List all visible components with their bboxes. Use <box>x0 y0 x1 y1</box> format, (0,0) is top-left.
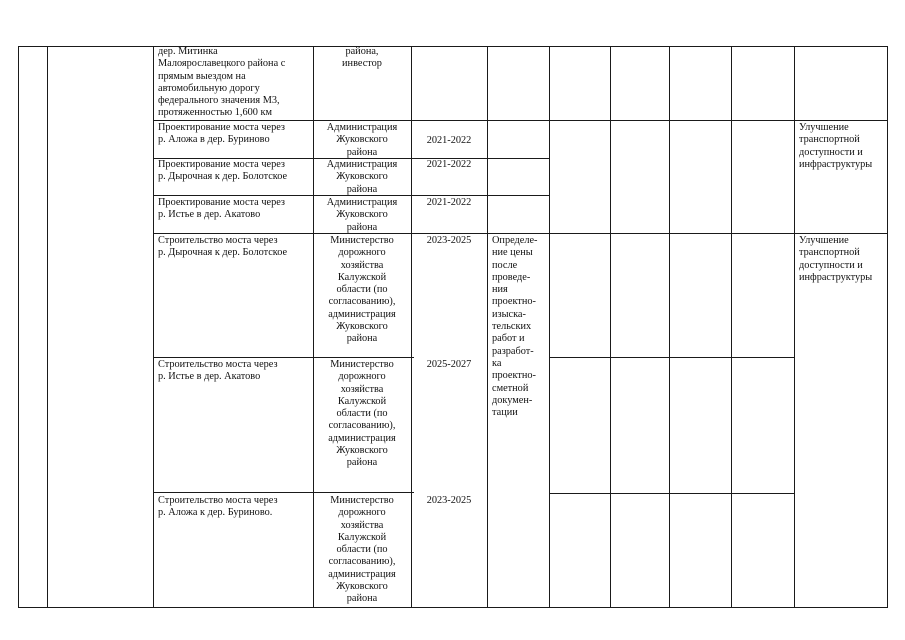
table-right-border <box>887 46 888 608</box>
col-divider <box>610 46 611 608</box>
event-text: дер. Митинка Малоярославецкого района с прямым выездом на автомобильную дорогу федерального значения М3, протяженностью 1,600 км <box>158 46 286 119</box>
period-text: 2025-2027 <box>426 359 472 370</box>
col-divider <box>18 46 19 608</box>
executor-text: Министерство дорожного хозяйства Калужской области (по согласованию), администрация Жуковского района <box>328 359 396 469</box>
period-text: 2021-2022 <box>426 159 472 170</box>
period-text: 2023-2025 <box>426 235 472 246</box>
row-divider <box>153 120 887 121</box>
col-divider <box>794 46 795 608</box>
row-divider <box>153 233 887 234</box>
row-divider <box>153 492 414 493</box>
executor-text: Администрация Жуковского района <box>326 159 398 195</box>
result-text: Улучшение транспортной доступности и инфраструктуры <box>799 235 873 283</box>
period-text: 2021-2022 <box>426 135 472 146</box>
row-divider <box>549 357 795 358</box>
col-divider <box>549 46 550 608</box>
col-divider <box>487 46 488 608</box>
event-text: Проектирование моста через р. Истье в дер. Акатово <box>158 197 285 221</box>
col-divider <box>47 46 48 608</box>
event-text: Строительство моста через р. Истье в дер. Акатово <box>158 359 278 383</box>
event-text: Проектирование моста через р. Дырочная к дер. Болотское <box>158 159 288 183</box>
event-text: Строительство моста через р. Дырочная к дер. Болотское <box>158 235 288 259</box>
executor-text: района, инвестор <box>342 46 382 70</box>
executor-text: Министерство дорожного хозяйства Калужской области (по согласованию), администрация Жуковского района <box>328 235 396 345</box>
event-text: Проектирование моста через р. Аложа в дер. Буриново <box>158 122 285 146</box>
period-text: 2023-2025 <box>426 495 472 506</box>
period-text: 2021-2022 <box>426 197 472 208</box>
executor-text: Министерство дорожного хозяйства Калужской области (по согласованию), администрация Жуковского района <box>328 495 396 605</box>
funding-note-text: Определе- ние цены после проведе- ния проектно- изыска- тельских работ и разработ- ка проектно- сметной докумен- тации <box>492 235 538 419</box>
col-divider <box>669 46 670 608</box>
col-divider <box>411 46 412 608</box>
result-text: Улучшение транспортной доступности и инфраструктуры <box>799 122 873 170</box>
row-divider <box>153 357 414 358</box>
col-divider <box>153 46 154 608</box>
executor-text: Администрация Жуковского района <box>326 122 398 158</box>
executor-text: Администрация Жуковского района <box>326 197 398 233</box>
table-top-border <box>18 46 887 47</box>
event-text: Строительство моста через р. Аложа к дер. Буриново. <box>158 495 278 519</box>
row-divider <box>549 493 795 494</box>
col-divider <box>731 46 732 608</box>
table-bottom-border <box>18 607 887 608</box>
